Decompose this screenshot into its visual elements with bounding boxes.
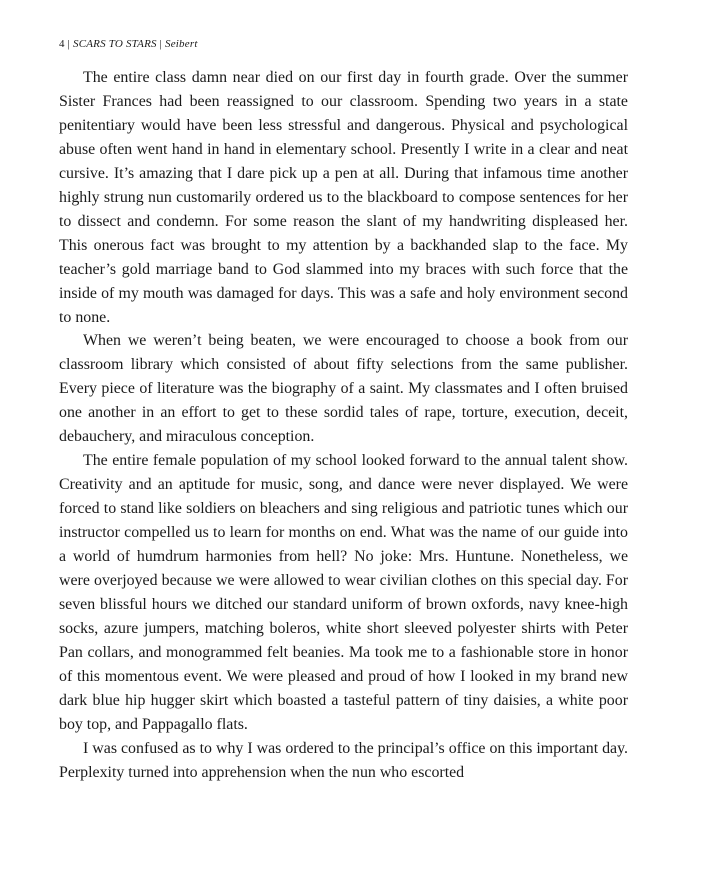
running-head-separator: |	[159, 38, 163, 50]
paragraph: I was confused as to why I was ordered to the principal’s office on this important day. Perplexity turned into apprehension when the nun who escorted	[59, 739, 628, 781]
paragraph: When we weren’t being beaten, we were encouraged to choose a book from our classroom library which consisted of about fifty selections from the same publisher. Every piece of literature was the biography of a saint. My classmates and I often bruised one another in an effort to get to these sordid tales of rape, torture, execution, deceit, debauchery, and miraculous conception.	[59, 332, 628, 446]
running-head	[59, 38, 198, 50]
running-head-separator: |	[67, 38, 71, 50]
paragraph: The entire class damn near died on our first day in fourth grade. Over the summer Sister Frances had been reassigned to our classroom. Spending two years in a state penitentiary would have been less stressful and dangerous. Physical and psychological abuse often went hand in hand in elementary school. Presently I write in a clear and neat cursive. It’s amazing that I dare pick up a pen at all. During that infamous time another highly strung nun customarily ordered us to the blackboard to compose sentences for her to dissect and condemn. For some reason the slant of my handwriting displeased her. This onerous fact was brought to my attention by a backhanded slap to the face. My teacher’s gold marriage band to God slammed into my braces with such force that the inside of my mouth was damaged for days. This was a safe and holy environment second to none.	[59, 69, 628, 326]
paragraph: The entire female population of my school looked forward to the annual talent show. Creativity and an aptitude for music, song, and dance were never displayed. We were forced to stand like soldiers on bleachers and sing religious and patriotic tunes which our instructor compelled us to learn for months on end. What was the name of our guide into a world of humdrum harmonies from hell? No joke: Mrs. Huntune. Nonetheless, we were overjoyed because we were allowed to wear civilian clothes on this special day. For seven blissful hours we ditched our standard uniform of brown oxfords, navy knee-high socks, azure jumpers, matching boleros, white short sleeved polyester shirts with Peter Pan collars, and monogrammed felt beanies. Ma took me to a fashionable store in honor of this momentous event. We were pleased and proud of how I looked in my brand new dark blue hip hugger skirt which boasted a tasteful pattern of tiny daisies, a white poor boy top, and Pappagallo flats.	[59, 452, 628, 733]
body-text	[59, 66, 628, 785]
page-number: 4	[59, 38, 65, 50]
book-title: SCARS TO STARS	[73, 38, 157, 50]
author-name: Seibert	[165, 38, 198, 50]
